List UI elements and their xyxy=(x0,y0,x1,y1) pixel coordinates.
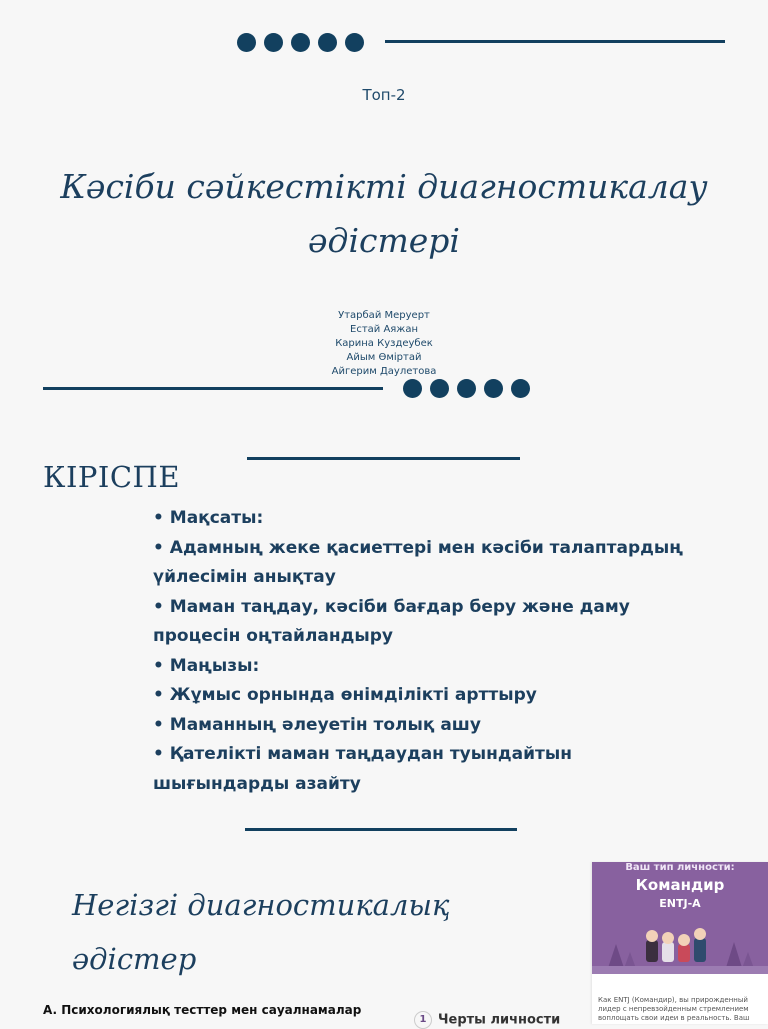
card-type-name: Командир xyxy=(635,876,725,894)
intro-heading: КІРІСПЕ xyxy=(43,460,181,494)
dot-decoration xyxy=(237,33,256,52)
dot-decoration xyxy=(318,33,337,52)
top-rule xyxy=(385,40,725,43)
dot-decoration xyxy=(484,379,503,398)
author-name: Естай Аяжан xyxy=(350,324,418,335)
dot-decoration xyxy=(291,33,310,52)
authors-list xyxy=(0,309,768,379)
methods-heading: Негізгі диагностикалық әдістер xyxy=(72,888,450,976)
top-dots xyxy=(237,33,364,52)
group-label: Топ-2 xyxy=(362,86,406,104)
intro-list xyxy=(153,504,713,799)
card-kicker: Ваш тип личности: xyxy=(625,862,735,873)
author-name: Утарбай Меруерт xyxy=(338,310,430,321)
dot-decoration xyxy=(264,33,283,52)
card-type-code: ENTJ-A xyxy=(659,897,701,910)
author-name: Карина Куздеубек xyxy=(335,338,433,349)
dot-decoration xyxy=(457,379,476,398)
author-name: Айгерим Даулетова xyxy=(331,366,437,377)
list-item: • Маманның әлеуетін толық ашу xyxy=(153,714,481,735)
middle-rule xyxy=(43,387,383,390)
list-item: • Жұмыс орнында өнімділікті арттыру xyxy=(153,685,537,705)
traits-heading-label: Черты личности xyxy=(438,1012,561,1028)
middle-dots xyxy=(403,379,530,398)
section-divider xyxy=(247,457,520,460)
list-item: • Қателікті маман таңдаудан туындайтын шығындарды азайту xyxy=(153,744,572,794)
dot-decoration xyxy=(511,379,530,398)
traits-heading xyxy=(414,1011,560,1029)
methods-item-a: A. Психологиялық тесттер мен сауалнамалар xyxy=(43,1003,362,1017)
dot-decoration xyxy=(403,379,422,398)
card-description: Как ENTJ (Командир), вы прирожденный лидер с непревзойденным стремлением воплощать свои идеи в реальность. Ваш xyxy=(598,996,750,1022)
traits-number-badge: 1 xyxy=(414,1011,432,1029)
author-name: Айым Өміртай xyxy=(346,352,422,363)
dot-decoration xyxy=(345,33,364,52)
list-item: • Маңызы: xyxy=(153,655,260,676)
section-divider xyxy=(245,828,517,831)
list-item: • Маман таңдау, кәсіби бағдар беру және даму процесін оңтайландыру xyxy=(153,596,630,646)
list-item: • Адамның жеке қасиеттері мен кәсіби талаптардың үйлесімін анықтау xyxy=(153,537,683,587)
commander-illustration xyxy=(592,922,768,974)
personality-card-image xyxy=(592,862,768,1024)
list-item: • Мақсаты: xyxy=(153,508,264,528)
dot-decoration xyxy=(430,379,449,398)
page-title: Кәсіби сәйкестікті диагностикалау әдістері xyxy=(60,167,708,260)
